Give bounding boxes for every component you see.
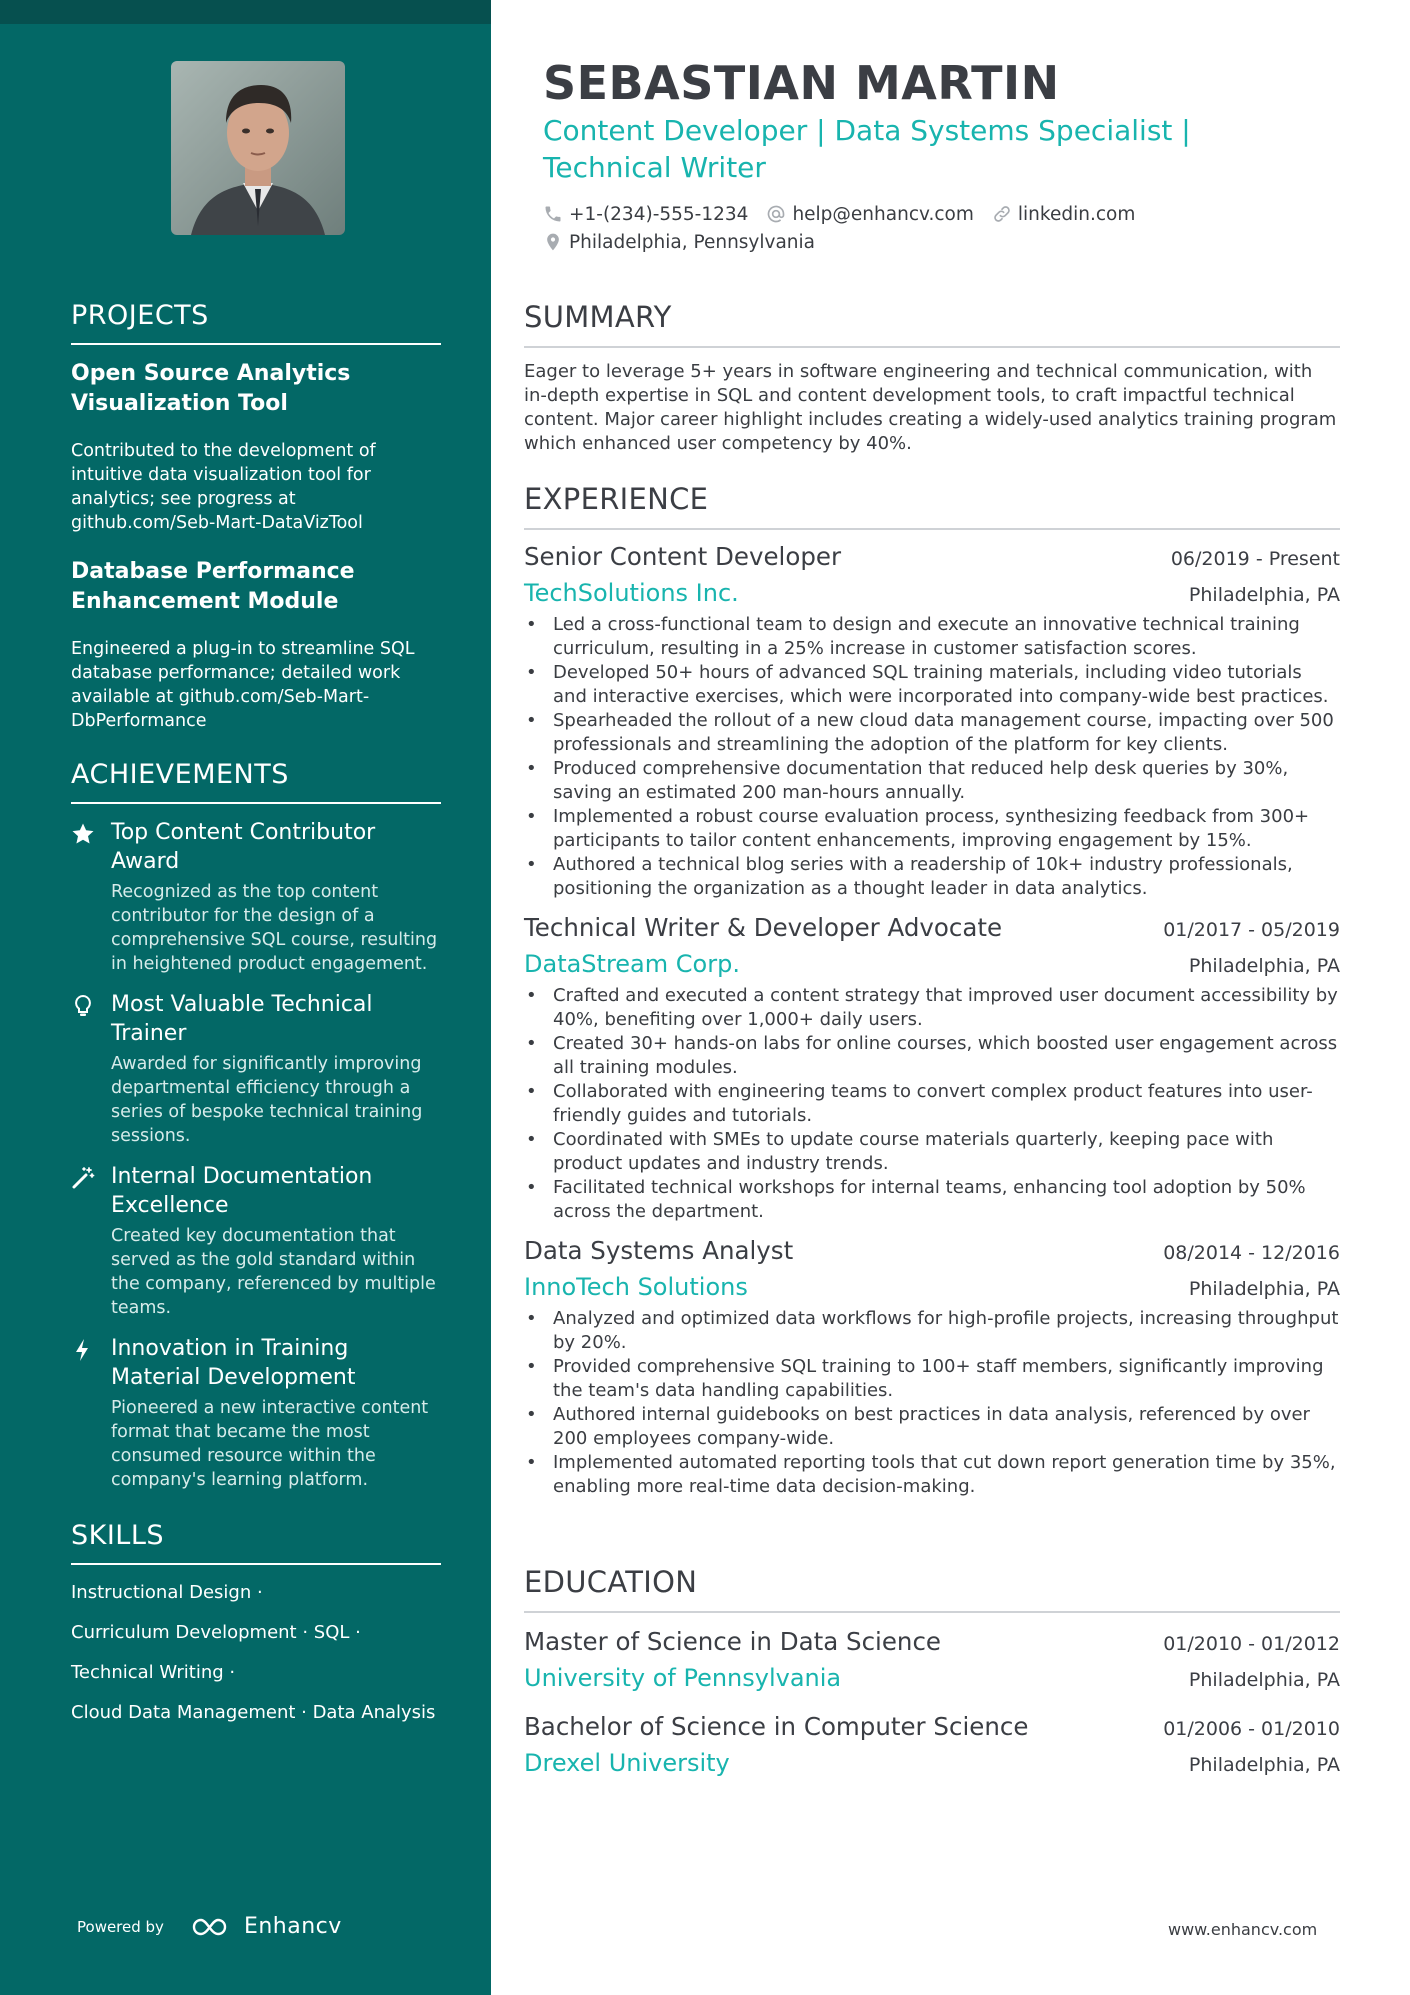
- job-bullet: • Spearheaded the rollout of a new cloud data management course, impacting over 500 professionals and streamlining the adoption of the platform for key clients.: [524, 709, 1340, 757]
- job-entry: [524, 542, 1340, 901]
- job-company: TechSolutions Inc.: [524, 579, 739, 607]
- job-company: DataStream Corp.: [524, 950, 740, 978]
- at-sign-icon: [766, 204, 792, 224]
- summary-heading: SUMMARY: [524, 300, 1340, 348]
- education-entry: [524, 1712, 1340, 1777]
- project-item: [71, 359, 441, 535]
- phone-icon: [543, 204, 569, 224]
- achievement-title: Top Content Contributor Award: [111, 820, 376, 874]
- achievement-item: [71, 990, 441, 1148]
- achievements-heading: ACHIEVEMENTS: [71, 759, 441, 804]
- location-text: Philadelphia, Pennsylvania: [569, 231, 816, 253]
- brand-name: Enhancv: [243, 1914, 342, 1939]
- school-location: Philadelphia, PA: [1188, 1669, 1340, 1691]
- experience-section: [524, 482, 1340, 1499]
- location-pin-icon: [543, 232, 569, 252]
- job-dates: 06/2019 - Present: [1170, 548, 1340, 570]
- job-entry: [524, 1236, 1340, 1499]
- job-bullet: • Implemented automated reporting tools that cut down report generation time by 35%, enabling more real-time data decision-making.: [524, 1451, 1340, 1499]
- skill-line: Cloud Data Management · Data Analysis: [71, 1702, 436, 1723]
- powered-by: [77, 1914, 342, 1939]
- candidate-name: SEBASTIAN MARTIN: [543, 56, 1060, 110]
- achievement-description: Awarded for significantly improving departmental efficiency through a series of bespoke technical training sessions.: [111, 1054, 423, 1146]
- project-description: Contributed to the development of intuitive data visualization tool for analytics; see progress at github.com/Seb-Mart-DataVizTool: [71, 441, 376, 533]
- job-bullet: • Authored internal guidebooks on best practices in data analysis, referenced by over 200 employees company-wide.: [524, 1403, 1340, 1451]
- degree-title: Master of Science in Data Science: [524, 1627, 942, 1656]
- project-item: [71, 557, 441, 733]
- phone-contact: [543, 204, 748, 225]
- candidate-headline: Content Developer | Data Systems Specialist | Technical Writer: [543, 114, 1191, 184]
- school-location: Philadelphia, PA: [1188, 1754, 1340, 1776]
- enhancv-logo-icon: [190, 1915, 236, 1939]
- job-bullet: • Coordinated with SMEs to update course materials quarterly, keeping pace with product updates and industry trends.: [524, 1128, 1340, 1176]
- skills-heading: SKILLS: [71, 1520, 441, 1565]
- job-location: Philadelphia, PA: [1188, 1278, 1340, 1300]
- magic-wand-icon: [71, 1162, 111, 1320]
- job-company: InnoTech Solutions: [524, 1273, 748, 1301]
- school-name: University of Pennsylvania: [524, 1664, 842, 1692]
- job-bullet: • Developed 50+ hours of advanced SQL training materials, including video tutorials and interactive exercises, which were incorporated into company-wide best practices.: [524, 661, 1340, 709]
- email-contact[interactable]: [766, 204, 973, 225]
- job-bullet: • Facilitated technical workshops for internal teams, enhancing tool adoption by 50% across the department.: [524, 1176, 1340, 1224]
- linkedin-text: linkedin.com: [1017, 203, 1136, 225]
- profile-photo: [171, 61, 345, 235]
- job-bullet: • Authored a technical blog series with a readership of 10k+ industry professionals, positioning the organization as a thought leader in data analytics.: [524, 853, 1340, 901]
- experience-heading: EXPERIENCE: [524, 482, 1340, 530]
- phone-text: +1-(234)-555-1234: [569, 203, 749, 225]
- project-title: Open Source Analytics Visualization Tool: [71, 361, 351, 416]
- skill-line: Technical Writing ·: [71, 1662, 236, 1683]
- achievement-description: Pioneered a new interactive content format that became the most consumed resource within the company's learning platform.: [111, 1398, 429, 1490]
- location-contact: [543, 232, 815, 253]
- job-bullet: • Produced comprehensive documentation that reduced help desk queries by 30%, saving an estimated 200 man-hours annually.: [524, 757, 1340, 805]
- achievement-description: Created key documentation that served as the gold standard within the company, referenced by multiple teams.: [111, 1226, 436, 1318]
- link-icon: [992, 204, 1018, 224]
- job-dates: 08/2014 - 12/2016: [1163, 1242, 1340, 1264]
- education-heading: EDUCATION: [524, 1565, 1340, 1613]
- project-description: Engineered a plug-in to streamline SQL database performance; detailed work available at github.com/Seb-Mart-DbPerformance: [71, 639, 415, 731]
- powered-by-label: Powered by: [77, 1917, 164, 1936]
- linkedin-contact[interactable]: [992, 204, 1135, 225]
- achievement-title: Internal Documentation Excellence: [111, 1164, 373, 1218]
- projects-heading: PROJECTS: [71, 300, 441, 345]
- school-name: Drexel University: [524, 1749, 730, 1777]
- education-entry: [524, 1627, 1340, 1692]
- job-bullet: • Led a cross-functional team to design and execute an innovative technical training curriculum, resulting in a 25% increase in customer satisfaction scores.: [524, 613, 1340, 661]
- degree-title: Bachelor of Science in Computer Science: [524, 1712, 1029, 1741]
- job-bullet: • Analyzed and optimized data workflows for high-profile projects, increasing throughput by 20%.: [524, 1307, 1340, 1355]
- lightbulb-icon: [71, 990, 111, 1148]
- achievement-title: Innovation in Training Material Development: [111, 1336, 356, 1390]
- achievement-title: Most Valuable Technical Trainer: [111, 992, 373, 1046]
- summary-text: Eager to leverage 5+ years in software engineering and technical communication, with in-depth expertise in SQL and content development tools, to craft impactful technical content. Major career highlight includes creating a widely-used analytics training program which enhanced user competency by 40%.: [524, 361, 1337, 454]
- sidebar-content: [71, 300, 441, 1741]
- sidebar: [0, 0, 491, 1995]
- education-dates: 01/2006 - 01/2010: [1163, 1718, 1340, 1740]
- job-bullets: [524, 984, 1340, 1224]
- skill-line: Curriculum Development · SQL ·: [71, 1622, 361, 1643]
- job-bullet: • Created 30+ hands-on labs for online courses, which boosted user engagement across all training modules.: [524, 1032, 1340, 1080]
- job-bullets: [524, 613, 1340, 901]
- achievement-item: [71, 818, 441, 976]
- email-text: help@enhancv.com: [792, 203, 974, 225]
- job-bullets: [524, 1307, 1340, 1499]
- star-icon: [71, 818, 111, 976]
- achievement-description: Recognized as the top content contributor for the design of a comprehensive SQL course, resulting in heightened product engagement.: [111, 882, 438, 974]
- job-location: Philadelphia, PA: [1188, 955, 1340, 977]
- summary-section: [524, 300, 1340, 456]
- achievement-item: [71, 1334, 441, 1492]
- education-dates: 01/2010 - 01/2012: [1163, 1633, 1340, 1655]
- skill-line: Instructional Design ·: [71, 1582, 263, 1603]
- job-dates: 01/2017 - 05/2019: [1163, 919, 1340, 941]
- job-title: Data Systems Analyst: [524, 1236, 794, 1265]
- footer-url[interactable]: www.enhancv.com: [1168, 1920, 1318, 1939]
- lightning-icon: [71, 1334, 111, 1492]
- sidebar-top-bar: [0, 0, 491, 24]
- project-title: Database Performance Enhancement Module: [71, 559, 355, 614]
- job-title: Senior Content Developer: [524, 542, 842, 571]
- achievement-item: [71, 1162, 441, 1320]
- contact-info: [543, 200, 1343, 256]
- job-title: Technical Writer & Developer Advocate: [524, 913, 1003, 942]
- job-bullet: • Crafted and executed a content strategy that improved user document accessibility by 40%, benefiting over 1,000+ daily users.: [524, 984, 1340, 1032]
- job-bullet: • Implemented a robust course evaluation process, synthesizing feedback from 300+ participants to tailor content enhancements, improving engagement by 15%.: [524, 805, 1340, 853]
- job-location: Philadelphia, PA: [1188, 584, 1340, 606]
- job-bullet: • Collaborated with engineering teams to convert complex product features into user-friendly guides and tutorials.: [524, 1080, 1340, 1128]
- job-entry: [524, 913, 1340, 1224]
- education-section: [524, 1565, 1340, 1777]
- job-bullet: • Provided comprehensive SQL training to 100+ staff members, significantly improving the team's data handling capabilities.: [524, 1355, 1340, 1403]
